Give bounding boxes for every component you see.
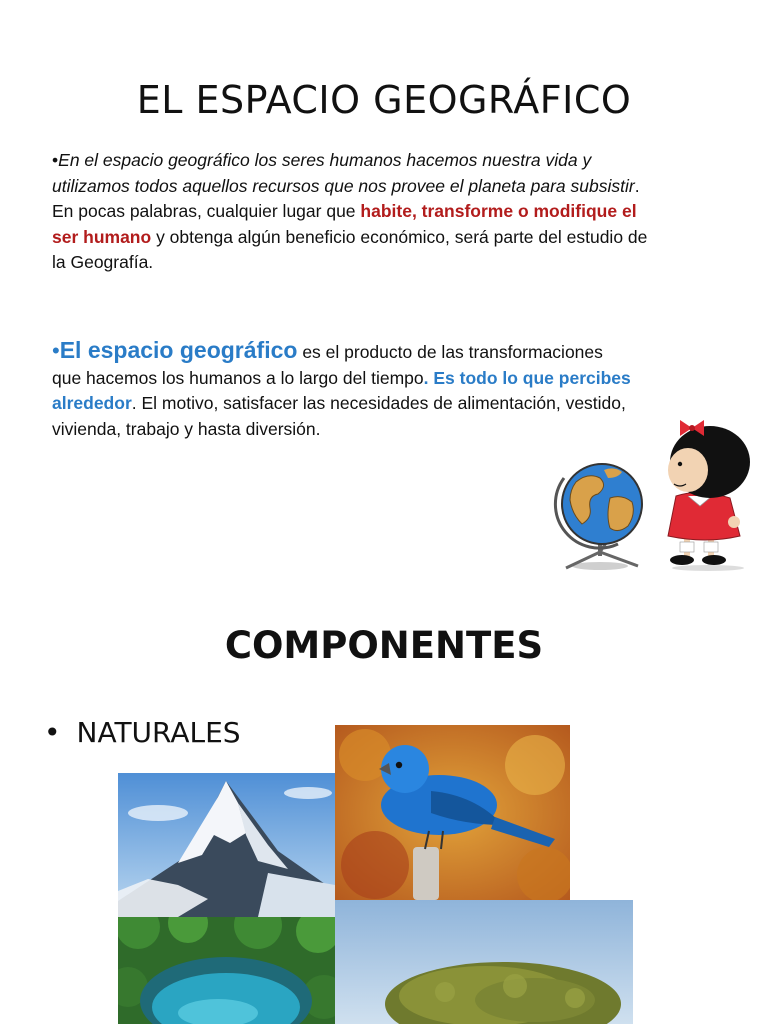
highlight-blue-lead: El espacio geográfico [59, 337, 298, 363]
bullet: • [52, 338, 60, 363]
highlight-red: habite, transforme o modifique el ser humano [52, 201, 637, 247]
globe-illustration [548, 448, 650, 572]
section-title: COMPONENTES [224, 624, 544, 667]
list-item-naturales [44, 716, 241, 749]
bullet: • [44, 716, 61, 749]
plain-text: . El motivo, satisfacer las necesidades de alimentación, vestido, vivienda, trabajo y hasta diversión. [52, 393, 626, 439]
tree-photo [335, 900, 633, 1024]
cenote-photo [118, 917, 335, 1024]
plain-text: es el producto de las transformaciones que hacemos los humanos a lo largo del tiempo [52, 342, 603, 388]
paragraph-definition [52, 338, 632, 442]
mountain-photo [118, 773, 335, 917]
paragraph-intro [52, 148, 662, 276]
plain-text: . En pocas palabras, cualquier lugar que [52, 175, 640, 222]
plain-text: y obtenga algún beneficio económico, será parte del estudio de la Geografía. [52, 226, 648, 273]
list-item-label: NATURALES [76, 716, 241, 749]
mafalda-character [650, 414, 754, 572]
italic-text: En el espacio geográfico los seres humanos hacemos nuestra vida y utilizamos todos aquellos recursos que nos provee el planeta para subsistir [52, 150, 635, 196]
highlight-blue: Es todo lo que percibes alrededor [52, 367, 631, 414]
blue-bird-photo [335, 725, 570, 900]
dot: . [423, 367, 434, 388]
slide-title: EL ESPACIO GEOGRÁFICO [136, 78, 632, 122]
bullet: • [52, 150, 59, 170]
